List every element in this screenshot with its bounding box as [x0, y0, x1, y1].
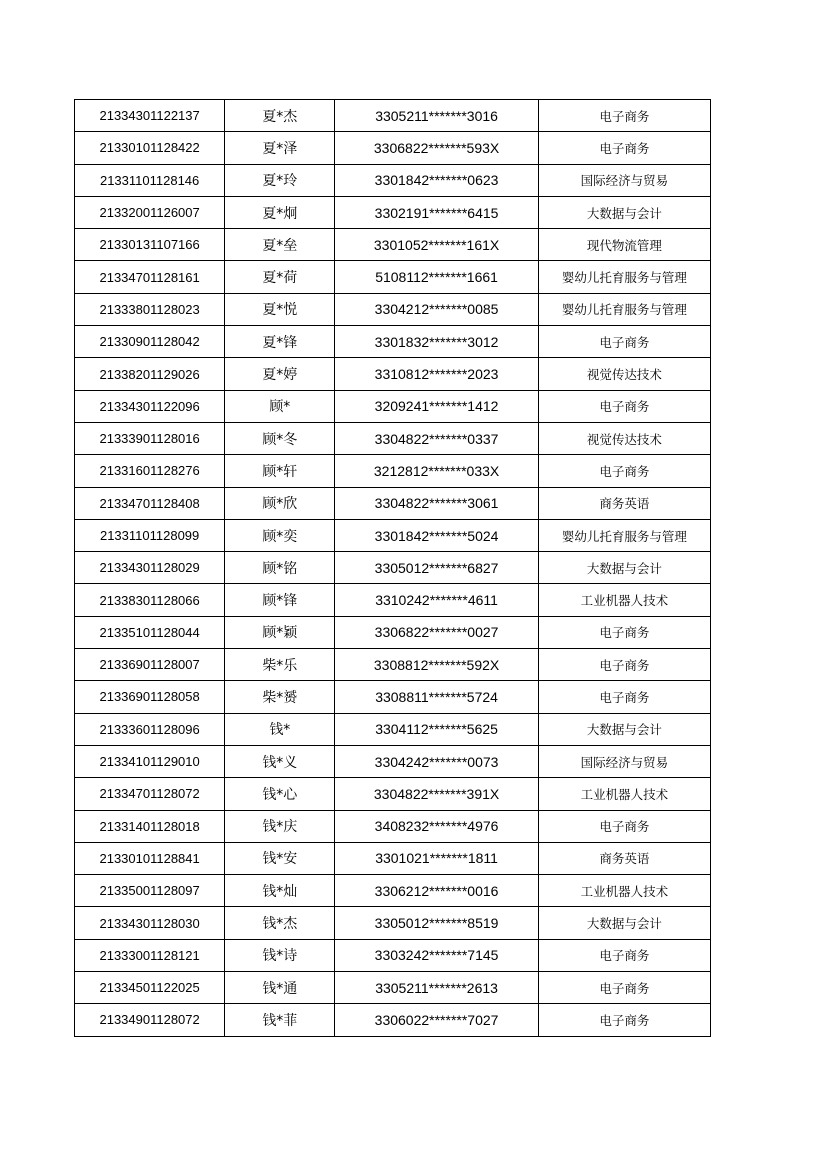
student-name-cell: 柴*乐	[225, 649, 335, 681]
student-name-cell: 夏*炯	[225, 196, 335, 228]
major-cell: 电子商务	[538, 390, 710, 422]
major-cell: 大数据与会计	[538, 713, 710, 745]
id-card-cell: 3304822*******3061	[335, 487, 538, 519]
table-row	[75, 584, 711, 616]
exam-number-cell: 21338301128066	[75, 584, 225, 616]
major-cell: 工业机器人技术	[538, 584, 710, 616]
student-name-cell: 夏*垒	[225, 229, 335, 261]
major-cell: 电子商务	[538, 132, 710, 164]
table-row	[75, 422, 711, 454]
exam-number-cell: 21334701128072	[75, 778, 225, 810]
id-card-cell: 3305211*******2613	[335, 972, 538, 1004]
student-name-cell: 钱*心	[225, 778, 335, 810]
table-row	[75, 713, 711, 745]
exam-number-cell: 21332001126007	[75, 196, 225, 228]
table-row	[75, 229, 711, 261]
exam-number-cell: 21338201129026	[75, 358, 225, 390]
major-cell: 视觉传达技术	[538, 358, 710, 390]
student-name-cell: 顾*冬	[225, 422, 335, 454]
table-row	[75, 100, 711, 132]
exam-number-cell: 21330101128841	[75, 842, 225, 874]
student-name-cell: 柴*赟	[225, 681, 335, 713]
table-row	[75, 358, 711, 390]
id-card-cell: 3304822*******0337	[335, 422, 538, 454]
major-cell: 电子商务	[538, 649, 710, 681]
major-cell: 国际经济与贸易	[538, 164, 710, 196]
id-card-cell: 3301832*******3012	[335, 326, 538, 358]
exam-number-cell: 21333001128121	[75, 939, 225, 971]
id-card-cell: 3306022*******7027	[335, 1004, 538, 1036]
major-cell: 婴幼儿托育服务与管理	[538, 261, 710, 293]
roster-body	[75, 100, 711, 1037]
table-row	[75, 326, 711, 358]
id-card-cell: 3212812*******033X	[335, 455, 538, 487]
table-row	[75, 261, 711, 293]
major-cell: 电子商务	[538, 681, 710, 713]
table-row	[75, 132, 711, 164]
student-roster-table	[74, 99, 711, 1037]
major-cell: 国际经济与贸易	[538, 745, 710, 777]
major-cell: 电子商务	[538, 810, 710, 842]
student-name-cell: 钱*庆	[225, 810, 335, 842]
id-card-cell: 3306822*******0027	[335, 616, 538, 648]
id-card-cell: 3305012*******8519	[335, 907, 538, 939]
major-cell: 电子商务	[538, 100, 710, 132]
id-card-cell: 3305211*******3016	[335, 100, 538, 132]
exam-number-cell: 21334301122096	[75, 390, 225, 422]
exam-number-cell: 21330131107166	[75, 229, 225, 261]
id-card-cell: 3304212*******0085	[335, 293, 538, 325]
id-card-cell: 3209241*******1412	[335, 390, 538, 422]
table-row	[75, 907, 711, 939]
exam-number-cell: 21335001128097	[75, 875, 225, 907]
student-name-cell: 钱*菲	[225, 1004, 335, 1036]
student-name-cell: 顾*奕	[225, 519, 335, 551]
id-card-cell: 3303242*******7145	[335, 939, 538, 971]
major-cell: 工业机器人技术	[538, 875, 710, 907]
student-name-cell: 钱*义	[225, 745, 335, 777]
major-cell: 电子商务	[538, 616, 710, 648]
student-name-cell: 夏*婷	[225, 358, 335, 390]
id-card-cell: 3308811*******5724	[335, 681, 538, 713]
id-card-cell: 5108112*******1661	[335, 261, 538, 293]
table-row	[75, 972, 711, 1004]
student-name-cell: 顾*颖	[225, 616, 335, 648]
id-card-cell: 3306212*******0016	[335, 875, 538, 907]
id-card-cell: 3306822*******593X	[335, 132, 538, 164]
major-cell: 大数据与会计	[538, 196, 710, 228]
id-card-cell: 3304112*******5625	[335, 713, 538, 745]
exam-number-cell: 21334301122137	[75, 100, 225, 132]
id-card-cell: 3305012*******6827	[335, 552, 538, 584]
table-row	[75, 875, 711, 907]
student-name-cell: 钱*诗	[225, 939, 335, 971]
table-row	[75, 1004, 711, 1036]
major-cell: 婴幼儿托育服务与管理	[538, 519, 710, 551]
table-row	[75, 681, 711, 713]
table-row	[75, 487, 711, 519]
major-cell: 电子商务	[538, 326, 710, 358]
exam-number-cell: 21336901128058	[75, 681, 225, 713]
major-cell: 现代物流管理	[538, 229, 710, 261]
major-cell: 视觉传达技术	[538, 422, 710, 454]
id-card-cell: 3310812*******2023	[335, 358, 538, 390]
exam-number-cell: 21334901128072	[75, 1004, 225, 1036]
student-name-cell: 钱*灿	[225, 875, 335, 907]
student-name-cell: 钱*	[225, 713, 335, 745]
id-card-cell: 3302191*******6415	[335, 196, 538, 228]
exam-number-cell: 21334701128408	[75, 487, 225, 519]
major-cell: 电子商务	[538, 972, 710, 1004]
id-card-cell: 3310242*******4611	[335, 584, 538, 616]
student-name-cell: 钱*杰	[225, 907, 335, 939]
table-row	[75, 810, 711, 842]
major-cell: 大数据与会计	[538, 907, 710, 939]
student-name-cell: 夏*玲	[225, 164, 335, 196]
table-row	[75, 519, 711, 551]
table-row	[75, 552, 711, 584]
major-cell: 电子商务	[538, 455, 710, 487]
id-card-cell: 3304242*******0073	[335, 745, 538, 777]
exam-number-cell: 21331101128099	[75, 519, 225, 551]
exam-number-cell: 21333601128096	[75, 713, 225, 745]
id-card-cell: 3308812*******592X	[335, 649, 538, 681]
major-cell: 电子商务	[538, 939, 710, 971]
student-name-cell: 顾*轩	[225, 455, 335, 487]
exam-number-cell: 21331101128146	[75, 164, 225, 196]
id-card-cell: 3408232*******4976	[335, 810, 538, 842]
id-card-cell: 3301021*******1811	[335, 842, 538, 874]
table-row	[75, 196, 711, 228]
table-row	[75, 293, 711, 325]
table-row	[75, 164, 711, 196]
exam-number-cell: 21334701128161	[75, 261, 225, 293]
exam-number-cell: 21330101128422	[75, 132, 225, 164]
table-row	[75, 455, 711, 487]
exam-number-cell: 21334301128029	[75, 552, 225, 584]
id-card-cell: 3301052*******161X	[335, 229, 538, 261]
student-name-cell: 顾*锋	[225, 584, 335, 616]
student-name-cell: 夏*杰	[225, 100, 335, 132]
student-name-cell: 钱*安	[225, 842, 335, 874]
exam-number-cell: 21335101128044	[75, 616, 225, 648]
table-row	[75, 616, 711, 648]
table-row	[75, 745, 711, 777]
table-row	[75, 778, 711, 810]
id-card-cell: 3301842*******0623	[335, 164, 538, 196]
table-row	[75, 842, 711, 874]
id-card-cell: 3304822*******391X	[335, 778, 538, 810]
student-name-cell: 顾*欣	[225, 487, 335, 519]
major-cell: 电子商务	[538, 1004, 710, 1036]
student-name-cell: 夏*泽	[225, 132, 335, 164]
exam-number-cell: 21334501122025	[75, 972, 225, 1004]
student-name-cell: 夏*荷	[225, 261, 335, 293]
exam-number-cell: 21336901128007	[75, 649, 225, 681]
table-row	[75, 649, 711, 681]
exam-number-cell: 21330901128042	[75, 326, 225, 358]
student-name-cell: 顾*	[225, 390, 335, 422]
exam-number-cell: 21334301128030	[75, 907, 225, 939]
major-cell: 婴幼儿托育服务与管理	[538, 293, 710, 325]
student-name-cell: 钱*通	[225, 972, 335, 1004]
exam-number-cell: 21334101129010	[75, 745, 225, 777]
table-row	[75, 939, 711, 971]
major-cell: 大数据与会计	[538, 552, 710, 584]
major-cell: 商务英语	[538, 487, 710, 519]
exam-number-cell: 21331401128018	[75, 810, 225, 842]
major-cell: 商务英语	[538, 842, 710, 874]
major-cell: 工业机器人技术	[538, 778, 710, 810]
student-name-cell: 顾*铭	[225, 552, 335, 584]
exam-number-cell: 21331601128276	[75, 455, 225, 487]
exam-number-cell: 21333901128016	[75, 422, 225, 454]
exam-number-cell: 21333801128023	[75, 293, 225, 325]
student-name-cell: 夏*悦	[225, 293, 335, 325]
table-row	[75, 390, 711, 422]
student-name-cell: 夏*锋	[225, 326, 335, 358]
id-card-cell: 3301842*******5024	[335, 519, 538, 551]
